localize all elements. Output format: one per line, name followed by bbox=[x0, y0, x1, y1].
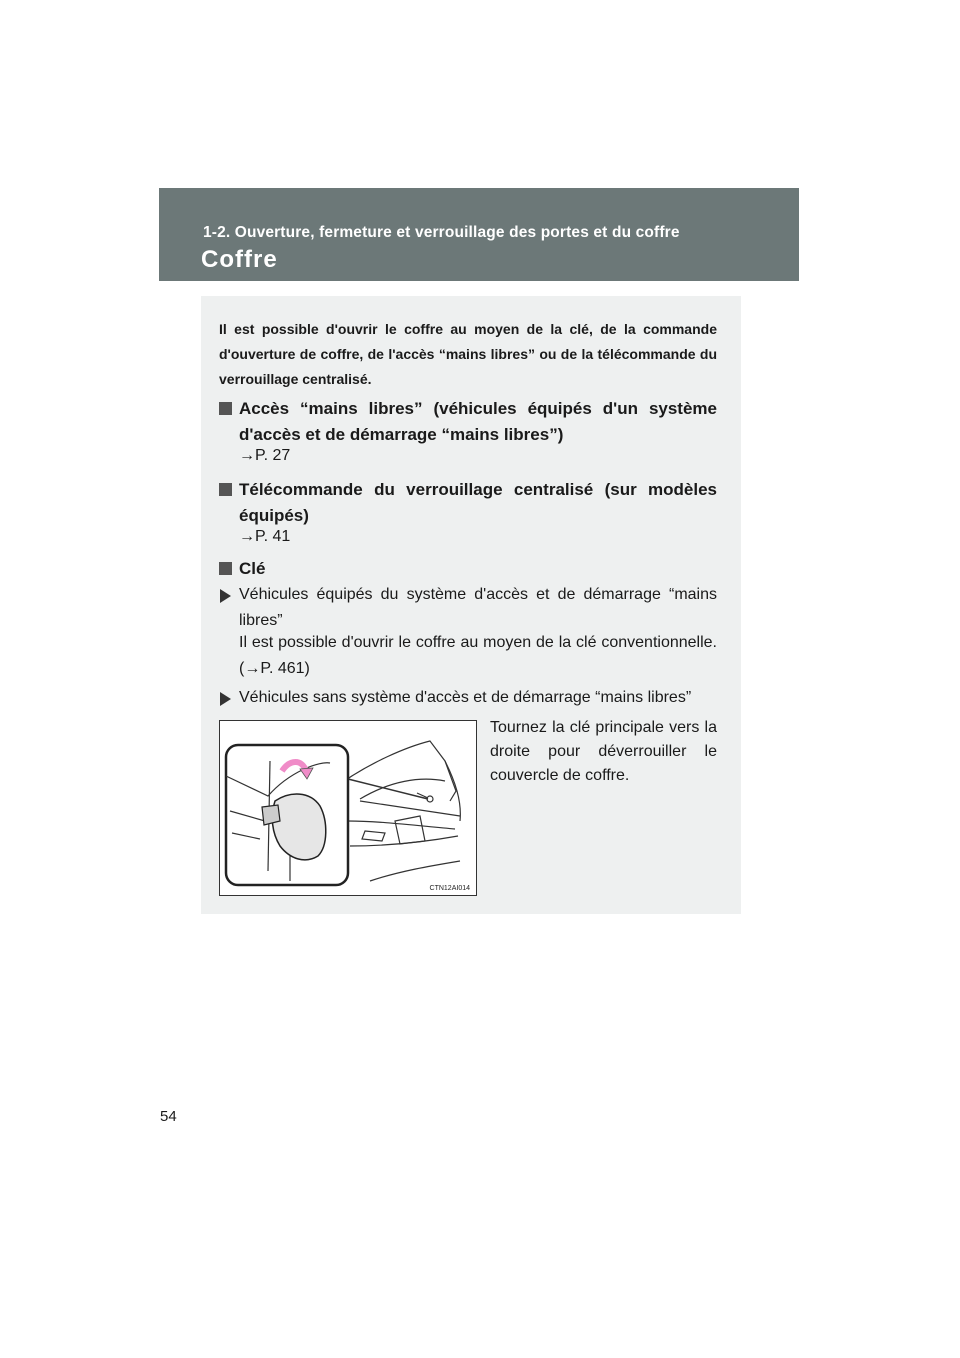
square-bullet-icon bbox=[219, 483, 232, 496]
heading-key bbox=[219, 556, 717, 582]
figure-caption: Tournez la clé principale vers la droite pour déverrouiller le couvercle de coffre. bbox=[490, 719, 717, 784]
bullet-text: Véhicules équipés du système d'accès et de démarrage “mains libres” bbox=[239, 586, 717, 629]
triangle-bullet-icon bbox=[220, 692, 231, 706]
trunk-key-illustration bbox=[219, 720, 477, 896]
paragraph: Il est possible d'ouvrir le coffre au moyen de la clé conventionnelle. (→P. 461) bbox=[239, 634, 717, 677]
page-title: Coffre bbox=[201, 246, 278, 273]
bullet-item bbox=[219, 582, 717, 634]
intro-text: Il est possible d'ouvrir le coffre au moyen de la clé, de la commande d'ouverture de coffre, de l'accès “mains libres” ou de la télécommande du verrouillage centralisé. bbox=[219, 321, 717, 387]
heading-remote bbox=[219, 477, 717, 529]
car-trunk-drawing bbox=[220, 721, 476, 895]
heading-text: Clé bbox=[239, 559, 266, 578]
section-title: 1-2. Ouverture, fermeture et verrouillage des portes et du coffre bbox=[203, 224, 680, 241]
square-bullet-icon bbox=[219, 402, 232, 415]
heading-text: Télécommande du verrouillage centralisé (sur modèles équipés) bbox=[239, 480, 717, 525]
page-reference[interactable]: →P. 27 bbox=[239, 447, 291, 464]
heading-hands-free bbox=[219, 396, 717, 448]
figure-code: CTN12AI014 bbox=[429, 885, 470, 892]
bullet-item bbox=[219, 685, 717, 711]
page-number: 54 bbox=[160, 1108, 177, 1125]
chapter-header bbox=[159, 188, 799, 281]
square-bullet-icon bbox=[219, 562, 232, 575]
triangle-bullet-icon bbox=[220, 589, 231, 603]
bullet-text: Véhicules sans système d'accès et de démarrage “mains libres” bbox=[239, 689, 692, 706]
page-reference[interactable]: →P. 41 bbox=[239, 528, 291, 545]
heading-text: Accès “mains libres” (véhicules équipés d'un système d'accès et de démarrage “mains libres”) bbox=[239, 399, 717, 444]
